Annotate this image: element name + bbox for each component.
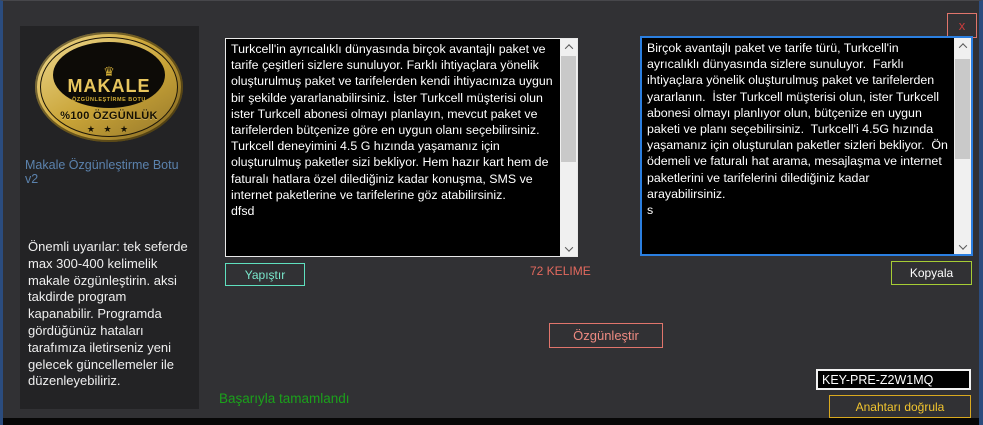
scrollbar-thumb[interactable] [561, 56, 576, 162]
close-button[interactable]: x [947, 13, 977, 38]
result-textbox [640, 36, 973, 256]
copy-button[interactable]: Kopyala [891, 261, 972, 285]
scroll-down-button[interactable] [560, 241, 577, 256]
badge-stars: ★ ★ ★ [86, 124, 132, 134]
source-textbox [225, 38, 578, 257]
scroll-up-button[interactable] [954, 38, 971, 53]
badge-band-text: %100 ÖZGÜNLÜK [60, 110, 158, 122]
badge-subtitle: ÖZGÜNLEŞTİRME BOTU [72, 97, 146, 103]
badge-face [40, 37, 178, 137]
sidebar [20, 26, 199, 409]
source-text-input[interactable] [226, 39, 560, 256]
scroll-down-button[interactable] [954, 239, 971, 254]
app-logo-badge [35, 32, 183, 142]
chevron-up-icon [958, 43, 966, 51]
scrollbar-thumb[interactable] [955, 59, 970, 159]
badge-inner-oval [53, 42, 165, 108]
result-text-input[interactable] [642, 38, 954, 254]
warning-text: Önemli uyarılar: tek seferde max 300-400 kelimelik makale özgünleştirin. aksi takdirde program kapanabilir. Programda gördüğünüz hataları tarafımıza iletirseniz yeni gelecek güncellemeler ile düzenleyebiliriz. [28, 239, 188, 389]
crown-icon: ♛ [103, 64, 115, 79]
scroll-up-button[interactable] [560, 39, 577, 54]
paste-button[interactable]: Yapıştır [225, 263, 305, 286]
chevron-down-icon [564, 243, 572, 251]
chevron-up-icon [564, 44, 572, 52]
app-title: Makale Özgünleştirme Botu v2 [25, 158, 179, 186]
badge-title: MAKALE [67, 76, 151, 96]
status-message: Başarıyla tamamlandı [219, 391, 350, 406]
license-key-input[interactable] [816, 369, 971, 390]
window-bottom-border [3, 418, 979, 425]
word-count-label: 72 KELIME [530, 264, 591, 278]
source-scrollbar[interactable] [560, 39, 577, 256]
uniqueify-button[interactable]: Özgünleştir [549, 323, 663, 348]
chevron-down-icon [958, 241, 966, 249]
result-scrollbar[interactable] [954, 38, 971, 254]
validate-key-button[interactable]: Anahtarı doğrula [829, 395, 971, 418]
